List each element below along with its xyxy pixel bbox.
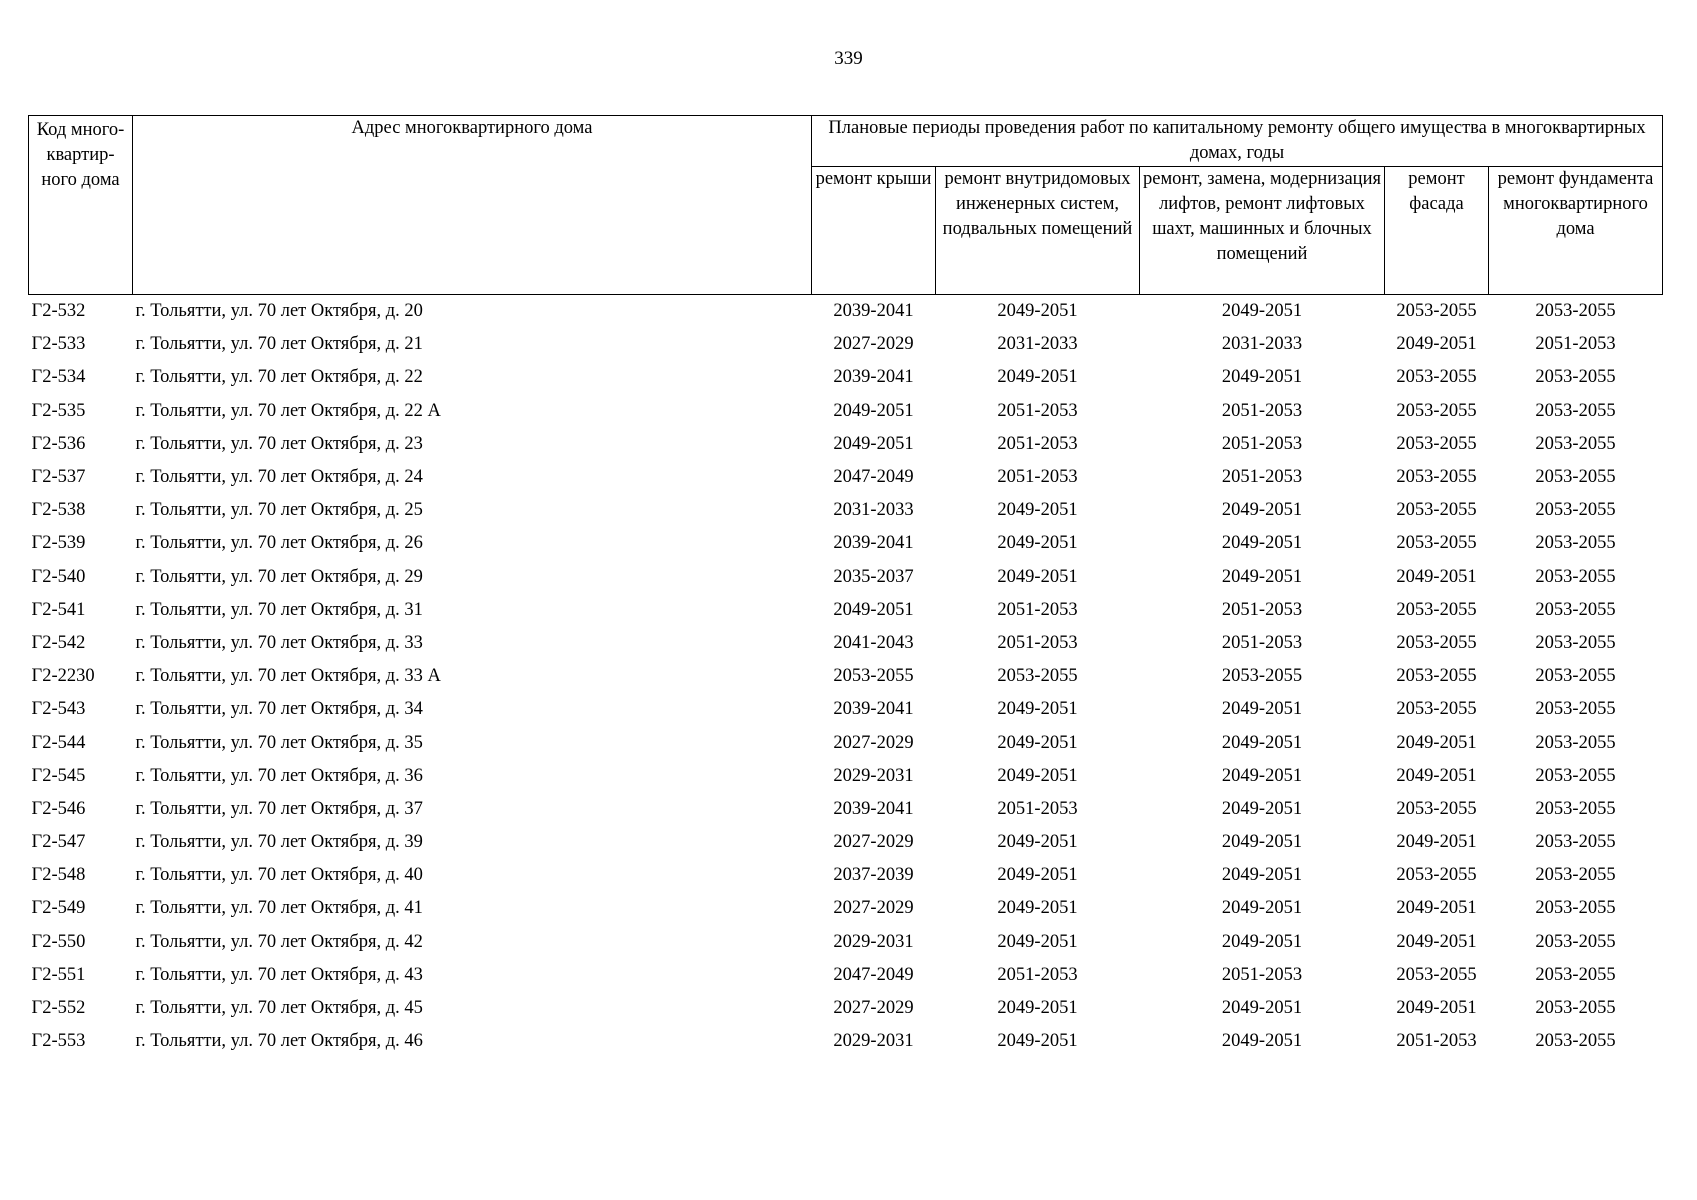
cell-engineering: 2049-2051 [997,732,1078,753]
cell-facade: 2053-2055 [1396,599,1477,620]
table-header [29,116,1663,295]
cell-address: г. Тольятти, ул. 70 лет Октября, д. 26 [135,533,423,554]
cell-facade: 2053-2055 [1396,666,1477,687]
cell-foundation: 2053-2055 [1535,865,1616,886]
cell-code: Г2-542 [31,632,86,653]
cell-engineering: 2051-2053 [997,632,1078,653]
cell-address: г. Тольятти, ул. 70 лет Октября, д. 21 [135,334,423,355]
cell-engineering: 2049-2051 [997,533,1078,554]
cell-elevators: 2049-2051 [1221,931,1303,952]
cell-address: г. Тольятти, ул. 70 лет Октября, д. 46 [135,1031,423,1052]
cell-elevators: 2051-2053 [1221,964,1303,985]
cell-address: г. Тольятти, ул. 70 лет Октября, д. 41 [135,898,423,919]
table-row [29,859,1663,892]
cell-engineering: 2049-2051 [997,832,1078,853]
cell-foundation: 2053-2055 [1535,400,1616,421]
cell-code: Г2-546 [31,798,86,819]
cell-address: г. Тольятти, ул. 70 лет Октября, д. 45 [135,998,423,1019]
cell-foundation: 2053-2055 [1535,964,1616,985]
cell-roof: 2039-2041 [833,798,914,819]
cell-foundation: 2053-2055 [1535,898,1616,919]
cell-elevators: 2049-2051 [1221,533,1303,554]
table-row [29,826,1663,859]
cell-facade: 2053-2055 [1396,500,1477,521]
cell-roof: 2039-2041 [833,301,914,322]
cell-foundation: 2053-2055 [1535,931,1616,952]
cell-facade: 2053-2055 [1396,865,1477,886]
cell-code: Г2-534 [31,367,86,388]
cell-engineering: 2049-2051 [997,898,1078,919]
cell-engineering: 2051-2053 [997,467,1078,488]
cell-elevators: 2049-2051 [1221,865,1303,886]
cell-address: г. Тольятти, ул. 70 лет Октября, д. 39 [135,832,423,853]
table-row [29,328,1663,361]
cell-engineering: 2051-2053 [997,400,1078,421]
table-row [29,959,1663,992]
cell-address: г. Тольятти, ул. 70 лет Октября, д. 43 [135,964,423,985]
cell-roof: 2047-2049 [833,964,914,985]
cell-elevators: 2051-2053 [1221,599,1303,620]
cell-address: г. Тольятти, ул. 70 лет Октября, д. 31 [135,599,423,620]
table-row [29,527,1663,560]
cell-engineering: 2051-2053 [997,433,1078,454]
cell-elevators: 2053-2055 [1221,666,1303,687]
cell-code: Г2-540 [31,566,86,587]
cell-elevators: 2049-2051 [1221,301,1303,322]
cell-code: Г2-535 [31,400,86,421]
cell-address: г. Тольятти, ул. 70 лет Октября, д. 20 [135,301,423,322]
cell-facade: 2049-2051 [1396,931,1477,952]
cell-facade: 2049-2051 [1396,566,1477,587]
header-engineering: ремонт внутридомовых инженерных систем, подвальных помещений [936,167,1140,295]
cell-address: г. Тольятти, ул. 70 лет Октября, д. 34 [135,699,423,720]
table-row [29,660,1663,693]
header-address: Адрес многоквартирного дома [133,116,812,295]
header-periods-group: Плановые периоды проведения работ по капитальному ремонту общего имущества в многоквартирных домах, годы [812,116,1663,167]
table-body [29,295,1663,1059]
cell-elevators: 2049-2051 [1221,832,1303,853]
cell-code: Г2-548 [31,865,86,886]
cell-roof: 2047-2049 [833,467,914,488]
cell-roof: 2027-2029 [833,334,914,355]
cell-engineering: 2049-2051 [997,1031,1078,1052]
table-row [29,760,1663,793]
cell-facade: 2049-2051 [1396,334,1477,355]
cell-elevators: 2051-2053 [1221,433,1303,454]
cell-roof: 2039-2041 [833,367,914,388]
cell-elevators: 2049-2051 [1221,566,1303,587]
cell-engineering: 2051-2053 [997,599,1078,620]
cell-facade: 2053-2055 [1396,467,1477,488]
cell-elevators: 2051-2053 [1221,400,1303,421]
cell-foundation: 2053-2055 [1535,599,1616,620]
cell-engineering: 2049-2051 [997,998,1078,1019]
cell-engineering: 2051-2053 [997,798,1078,819]
cell-engineering: 2049-2051 [997,931,1078,952]
cell-code: Г2-541 [31,599,86,620]
cell-roof: 2029-2031 [833,765,914,786]
cell-foundation: 2053-2055 [1535,699,1616,720]
cell-foundation: 2053-2055 [1535,1031,1616,1052]
cell-elevators: 2049-2051 [1221,699,1303,720]
cell-foundation: 2053-2055 [1535,500,1616,521]
table-row [29,793,1663,826]
table-row [29,1025,1663,1058]
cell-elevators: 2031-2033 [1221,334,1303,355]
cell-foundation: 2053-2055 [1535,666,1616,687]
repair-plan-table [28,115,1663,1058]
cell-engineering: 2031-2033 [997,334,1078,355]
table-row [29,992,1663,1025]
table-row [29,361,1663,394]
cell-code: Г2-547 [31,832,86,853]
cell-code: Г2-537 [31,467,86,488]
cell-elevators: 2051-2053 [1221,467,1303,488]
cell-code: Г2-544 [31,732,86,753]
cell-facade: 2053-2055 [1396,301,1477,322]
cell-address: г. Тольятти, ул. 70 лет Октября, д. 29 [135,566,423,587]
cell-address: г. Тольятти, ул. 70 лет Октября, д. 22 А [135,400,441,421]
cell-facade: 2053-2055 [1396,433,1477,454]
header-foundation: ремонт фундамента многоквартирного дома [1489,167,1663,295]
cell-roof: 2029-2031 [833,931,914,952]
cell-code: Г2-533 [31,334,86,355]
cell-roof: 2049-2051 [833,400,914,421]
cell-code: Г2-549 [31,898,86,919]
header-code: Код много-квартир-ного дома [29,116,133,295]
cell-address: г. Тольятти, ул. 70 лет Октября, д. 22 [135,367,423,388]
cell-roof: 2037-2039 [833,865,914,886]
cell-roof: 2031-2033 [833,500,914,521]
cell-foundation: 2051-2053 [1535,334,1616,355]
table-row [29,428,1663,461]
cell-roof: 2027-2029 [833,832,914,853]
header-elevators: ремонт, замена, модернизация лифтов, ремонт лифтовых шахт, машинных и блочных помещений [1140,167,1385,295]
table-row [29,461,1663,494]
cell-address: г. Тольятти, ул. 70 лет Октября, д. 23 [135,433,423,454]
cell-elevators: 2049-2051 [1221,367,1303,388]
cell-facade: 2053-2055 [1396,964,1477,985]
cell-code: Г2-545 [31,765,86,786]
cell-foundation: 2053-2055 [1535,832,1616,853]
cell-foundation: 2053-2055 [1535,998,1616,1019]
cell-code: Г2-532 [31,301,86,322]
table-row [29,892,1663,925]
cell-engineering: 2049-2051 [997,301,1078,322]
header-facade: ремонт фасада [1385,167,1489,295]
cell-foundation: 2053-2055 [1535,433,1616,454]
cell-engineering: 2049-2051 [997,865,1078,886]
cell-roof: 2027-2029 [833,898,914,919]
cell-roof: 2027-2029 [833,732,914,753]
cell-facade: 2053-2055 [1396,632,1477,653]
cell-roof: 2039-2041 [833,699,914,720]
cell-elevators: 2049-2051 [1221,765,1303,786]
cell-facade: 2053-2055 [1396,533,1477,554]
cell-code: Г2-539 [31,533,86,554]
cell-code: Г2-552 [31,998,86,1019]
cell-code: Г2-536 [31,433,86,454]
cell-roof: 2029-2031 [833,1031,914,1052]
cell-roof: 2039-2041 [833,533,914,554]
cell-facade: 2049-2051 [1396,898,1477,919]
cell-elevators: 2049-2051 [1221,1031,1303,1052]
cell-facade: 2049-2051 [1396,832,1477,853]
cell-facade: 2053-2055 [1396,798,1477,819]
cell-foundation: 2053-2055 [1535,566,1616,587]
table-row [29,295,1663,329]
cell-elevators: 2049-2051 [1221,732,1303,753]
cell-facade: 2049-2051 [1396,732,1477,753]
cell-address: г. Тольятти, ул. 70 лет Октября, д. 40 [135,865,423,886]
cell-roof: 2035-2037 [833,566,914,587]
cell-foundation: 2053-2055 [1535,632,1616,653]
cell-address: г. Тольятти, ул. 70 лет Октября, д. 24 [135,467,423,488]
cell-address: г. Тольятти, ул. 70 лет Октября, д. 33 [135,632,423,653]
cell-code: Г2-551 [31,964,86,985]
cell-elevators: 2051-2053 [1221,632,1303,653]
table-row [29,395,1663,428]
cell-address: г. Тольятти, ул. 70 лет Октября, д. 35 [135,732,423,753]
cell-code: Г2-550 [31,931,86,952]
cell-elevators: 2049-2051 [1221,998,1303,1019]
cell-foundation: 2053-2055 [1535,367,1616,388]
table-row [29,726,1663,759]
cell-code: Г2-538 [31,500,86,521]
header-roof: ремонт крыши [812,167,936,295]
page-number: 339 [834,48,863,69]
cell-engineering: 2049-2051 [997,367,1078,388]
cell-foundation: 2053-2055 [1535,467,1616,488]
table-row [29,594,1663,627]
cell-foundation: 2053-2055 [1535,798,1616,819]
table-row [29,926,1663,959]
cell-engineering: 2053-2055 [997,666,1078,687]
cell-roof: 2027-2029 [833,998,914,1019]
cell-engineering: 2051-2053 [997,964,1078,985]
cell-roof: 2049-2051 [833,599,914,620]
cell-address: г. Тольятти, ул. 70 лет Октября, д. 42 [135,931,423,952]
table-row [29,561,1663,594]
cell-code: Г2-543 [31,699,86,720]
cell-foundation: 2053-2055 [1535,533,1616,554]
cell-engineering: 2049-2051 [997,699,1078,720]
cell-roof: 2053-2055 [833,666,914,687]
cell-facade: 2053-2055 [1396,400,1477,421]
cell-engineering: 2049-2051 [997,566,1078,587]
cell-facade: 2051-2053 [1396,1031,1477,1052]
cell-address: г. Тольятти, ул. 70 лет Октября, д. 25 [135,500,423,521]
cell-address: г. Тольятти, ул. 70 лет Октября, д. 36 [135,765,423,786]
table-row [29,494,1663,527]
cell-elevators: 2049-2051 [1221,798,1303,819]
cell-engineering: 2049-2051 [997,500,1078,521]
table-row [29,693,1663,726]
cell-facade: 2053-2055 [1396,367,1477,388]
cell-roof: 2041-2043 [833,632,914,653]
cell-facade: 2053-2055 [1396,699,1477,720]
cell-foundation: 2053-2055 [1535,301,1616,322]
cell-code: Г2-2230 [31,666,95,687]
cell-foundation: 2053-2055 [1535,732,1616,753]
cell-address: г. Тольятти, ул. 70 лет Октября, д. 33 А [135,666,441,687]
cell-facade: 2049-2051 [1396,765,1477,786]
cell-foundation: 2053-2055 [1535,765,1616,786]
cell-engineering: 2049-2051 [997,765,1078,786]
table-row [29,627,1663,660]
cell-elevators: 2049-2051 [1221,500,1303,521]
cell-roof: 2049-2051 [833,433,914,454]
cell-facade: 2049-2051 [1396,998,1477,1019]
cell-elevators: 2049-2051 [1221,898,1303,919]
cell-code: Г2-553 [31,1031,86,1052]
cell-address: г. Тольятти, ул. 70 лет Октября, д. 37 [135,798,423,819]
